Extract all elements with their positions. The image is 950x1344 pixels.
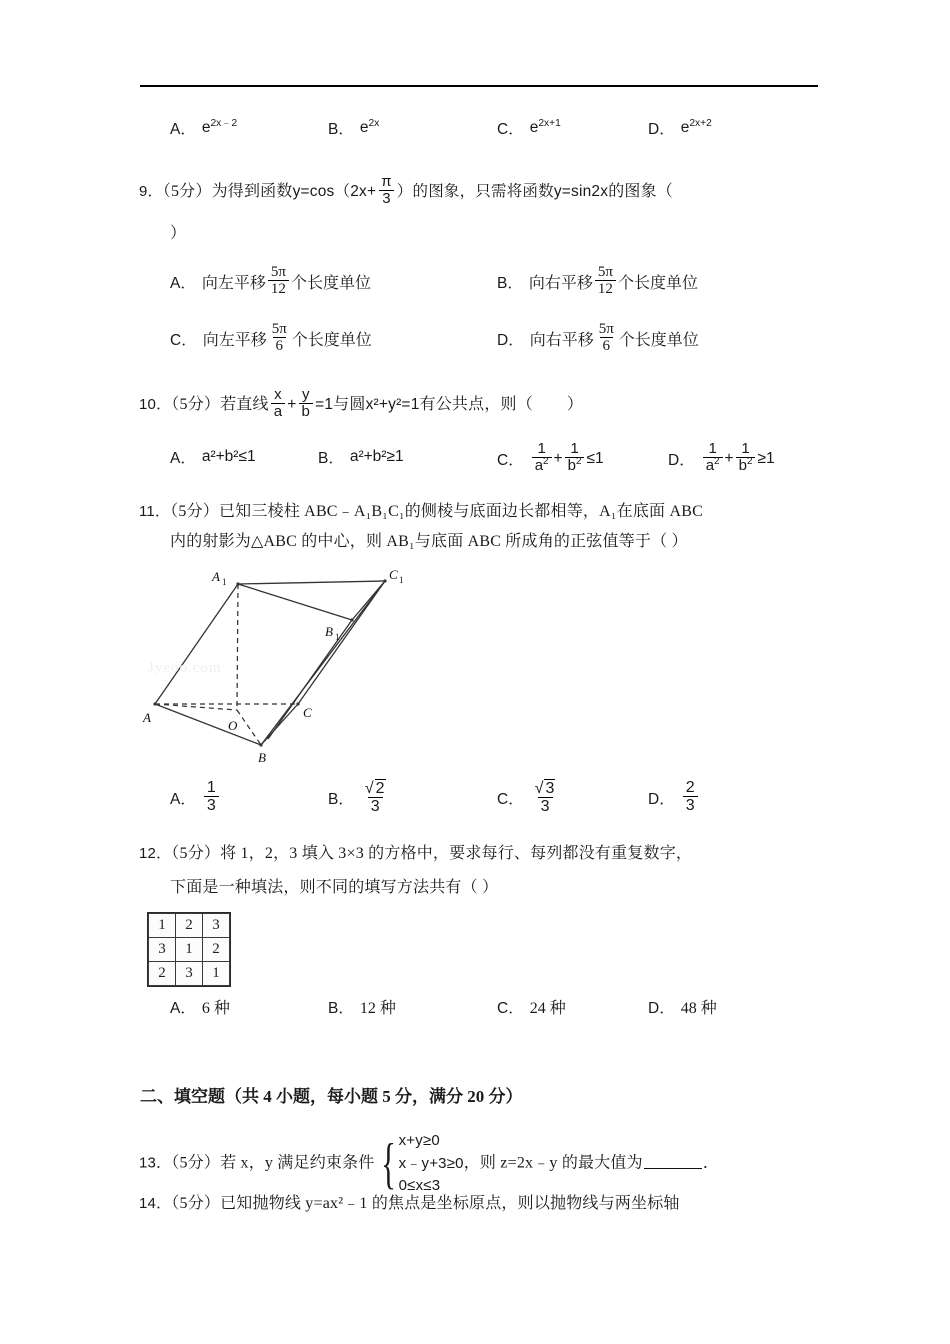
figure-label-a: A xyxy=(143,710,151,725)
question-11-stem-line-2: 内的射影为△ABC 的中心，则 AB₁与底面 ABC 所成角的正弦值等于（ ） xyxy=(170,533,688,550)
svg-text:1: 1 xyxy=(399,575,404,585)
q11-option-b[interactable] xyxy=(328,780,391,817)
figure-watermark: Jyeoo.com xyxy=(148,660,222,676)
question-10-line-equation: $\frac{x}{a}$ + $\frac{y}{b}$ =1 xyxy=(269,396,333,413)
q12-option-b[interactable] xyxy=(328,995,396,1018)
table-row xyxy=(149,914,230,938)
q12-option-c-text: 24 种 xyxy=(529,1000,566,1017)
left-brace: { xyxy=(380,1132,396,1195)
q8-option-a-label: A． xyxy=(170,121,196,138)
grid-cell: 1 xyxy=(176,938,203,962)
grid-cell: 2 xyxy=(176,914,203,938)
q8-option-c-expr: $e^{2x+1}$ xyxy=(529,117,561,136)
question-9-text-a: 为得到函数 xyxy=(211,182,293,200)
table-row xyxy=(149,962,230,986)
table-row xyxy=(149,938,230,962)
q8-option-a[interactable] xyxy=(170,117,237,139)
q9-option-a-direction: 向左平移 xyxy=(201,275,266,293)
q10-option-d[interactable] xyxy=(668,442,775,475)
q9-option-c-direction: 向左平移 xyxy=(202,332,267,350)
question-13-number: 13． xyxy=(139,1154,172,1172)
question-11-line1: 已知三棱柱 ABC﹣A₁B₁C₁的侧棱与底面边长都相等，A₁在底面 ABC xyxy=(218,503,703,520)
figure-label-c1: C xyxy=(389,567,398,582)
q11-option-c-label: C． xyxy=(497,791,524,809)
question-12-number: 12． xyxy=(139,845,172,862)
q9-option-b-unit: 个长度单位 xyxy=(617,275,698,293)
q12-option-d[interactable] xyxy=(648,995,717,1018)
question-12-stem-line-2: 下面是一种填法，则不同的填写方法共有（ ） xyxy=(170,879,499,896)
question-9-stem xyxy=(139,175,839,208)
q9-option-b-direction: 向右平移 xyxy=(528,275,593,293)
q12-option-b-text: 12 种 xyxy=(359,1000,396,1017)
question-10-circle-equation: x²+y²=1 xyxy=(365,395,420,413)
question-10-number: 10． xyxy=(139,395,172,413)
q10-option-a-expr: a²+b²≤1 xyxy=(201,448,256,465)
q12-option-c[interactable] xyxy=(497,995,566,1018)
sudoku-grid xyxy=(148,913,230,986)
q10-option-c-label: C． xyxy=(497,451,524,469)
q10-option-d-expr: $\frac{1}{a^2}$ + $\frac{1}{b^2}$ ≥1 xyxy=(701,442,775,475)
q11-option-c-expr: $\frac{√ 3}{3}$ xyxy=(534,780,555,816)
constraint-line-3: 0≤x≤3 xyxy=(398,1177,441,1194)
grid-cell: 3 xyxy=(203,914,230,938)
question-9-text-b: 的图象（ xyxy=(608,182,674,200)
question-9-function: y=sin2x xyxy=(553,182,609,200)
q11-option-b-expr: $\frac{√ 2}{3}$ xyxy=(364,780,385,816)
q12-option-d-text: 48 种 xyxy=(680,1000,717,1017)
q11-option-c[interactable] xyxy=(497,780,560,817)
question-9-points: （5分） xyxy=(162,182,212,200)
q12-option-d-label: D． xyxy=(648,999,675,1017)
question-13-text-a: 若 x，y 满足约束条件 xyxy=(220,1154,375,1172)
q10-option-b-expr: a²+b²≥1 xyxy=(349,448,404,465)
q9-option-c-unit: 个长度单位 xyxy=(291,332,372,350)
q8-option-c[interactable] xyxy=(497,117,561,139)
q8-option-b-label: B． xyxy=(328,121,354,138)
svg-text:1: 1 xyxy=(335,632,340,642)
question-11-points: （5分） xyxy=(170,503,219,520)
q12-option-a-label: A． xyxy=(170,999,196,1017)
question-13-stem xyxy=(139,1130,899,1198)
q9-options-row-1 xyxy=(0,265,950,299)
q11-option-d-expr: $\frac{2}{3}$ xyxy=(681,780,700,816)
q10-option-b-label: B． xyxy=(318,450,344,467)
question-14-stem xyxy=(139,1192,919,1216)
q8-option-d[interactable] xyxy=(648,117,712,139)
q8-option-b-expr: $e^{2x}$ xyxy=(359,117,380,136)
q8-option-d-label: D． xyxy=(648,121,675,138)
q10-option-a[interactable] xyxy=(170,446,256,468)
q10-options-row xyxy=(0,442,950,482)
grid-cell: 3 xyxy=(176,962,203,986)
q12-option-a[interactable] xyxy=(170,995,230,1018)
q8-option-a-expr: $e^{2x﹣2}$ xyxy=(201,117,238,136)
question-14-number: 14． xyxy=(139,1195,172,1212)
q9-options-row-2 xyxy=(0,322,950,356)
q11-option-a-expr: $\frac{1}{3}$ xyxy=(202,780,221,816)
q12-option-b-label: B． xyxy=(328,999,354,1017)
question-10-points: （5分） xyxy=(171,395,221,413)
question-10-text-c: 有公共点，则（ xyxy=(419,395,533,413)
q10-option-b[interactable] xyxy=(318,446,404,468)
q11-option-d-label: D． xyxy=(648,790,675,808)
q9-option-a-label: A． xyxy=(170,274,196,292)
question-9-number: 9． xyxy=(139,182,163,200)
q12-options-row xyxy=(0,995,950,1029)
question-10-text-b: 与圆 xyxy=(333,395,366,413)
q11-option-d[interactable] xyxy=(648,780,700,816)
q9-option-c-label: C． xyxy=(170,331,197,349)
q8-options-row xyxy=(0,117,950,151)
question-12-line1: 将 1，2，3 填入 3×3 的方格中，要求每行、每列都没有重复数字， xyxy=(220,845,693,862)
q12-option-a-text: 6 种 xyxy=(201,1000,230,1017)
question-10-text-a: 若直线 xyxy=(220,395,269,413)
constraint-line-2: x﹣y+3≥0 xyxy=(398,1154,464,1172)
figure-label-c: C xyxy=(303,705,312,720)
q10-option-c[interactable] xyxy=(497,442,604,475)
constraint-system xyxy=(375,1130,464,1198)
header-divider xyxy=(140,85,818,87)
q11-option-a[interactable] xyxy=(170,780,221,816)
question-11-stem-line-1 xyxy=(139,500,879,524)
question-9-close-paren: ） xyxy=(170,225,187,242)
grid-cell: 1 xyxy=(149,914,176,938)
figure-label-o: O xyxy=(228,718,238,733)
question-10-stem xyxy=(139,388,859,421)
q9-option-a[interactable]: A． 向左平移 $\frac{5\pi}{12}$ 个长度单位 xyxy=(170,264,371,298)
figure-label-b: B xyxy=(258,750,266,765)
question-12-stem-line-1 xyxy=(139,842,899,866)
q9-option-a-unit: 个长度单位 xyxy=(290,275,371,293)
grid-cell: 3 xyxy=(149,938,176,962)
question-13-points: （5分） xyxy=(171,1154,221,1172)
question-14-points: （5分） xyxy=(171,1195,221,1212)
q10-option-c-expr: $\frac{1}{a^2}$ + $\frac{1}{b^2}$ ≤1 xyxy=(530,442,604,475)
grid-cell: 1 xyxy=(203,962,230,986)
svg-text:1: 1 xyxy=(222,577,227,587)
q11-options-row xyxy=(0,780,950,824)
figure-label-b1: B xyxy=(325,624,333,639)
q9-option-d-label: D． xyxy=(497,331,524,349)
question-13-period: ． xyxy=(702,1154,720,1172)
question-11-number: 11． xyxy=(139,503,171,520)
question-14-text: 已知抛物线 y=ax²﹣1 的焦点是坐标原点，则以抛物线与两坐标轴 xyxy=(220,1195,680,1212)
answer-blank[interactable] xyxy=(644,1152,702,1169)
question-10-close-paren: ） xyxy=(566,395,584,413)
q9-option-b-label: B． xyxy=(497,274,523,292)
question-12-points: （5分） xyxy=(171,845,221,862)
constraint-line-1: x+y≥0 xyxy=(398,1132,440,1149)
figure-label-a1: A xyxy=(212,569,220,584)
question-9-formula: y=cos（2x+ $\frac{\pi}{3}$ ）的图象，只需将函数 xyxy=(292,173,554,208)
section-2-heading: 二、填空题（共 4 小题，每小题 5 分，满分 20 分） xyxy=(140,1087,523,1106)
q11-option-b-label: B． xyxy=(328,791,354,809)
q8-option-b[interactable] xyxy=(328,117,379,139)
q12-option-c-label: C． xyxy=(497,999,524,1017)
grid-cell: 2 xyxy=(149,962,176,986)
q9-option-d[interactable]: D． 向右平移 $\frac{5\pi}{6}$ 个长度单位 xyxy=(497,321,699,355)
q9-option-c[interactable]: C． 向左平移 $\frac{5\pi}{6}$ 个长度单位 xyxy=(170,321,372,355)
question-13-text-b: ，则 z=2x﹣y 的最大值为 xyxy=(463,1154,643,1172)
q10-option-d-label: D． xyxy=(668,451,695,469)
q9-option-b[interactable]: B． 向右平移 $\frac{5\pi}{12}$ 个长度单位 xyxy=(497,264,698,298)
q9-option-d-unit: 个长度单位 xyxy=(618,332,699,350)
q10-option-a-label: A． xyxy=(170,450,196,467)
q11-option-a-label: A． xyxy=(170,790,196,808)
q9-option-d-direction: 向右平移 xyxy=(529,332,594,350)
grid-cell: 2 xyxy=(203,938,230,962)
q8-option-c-label: C． xyxy=(497,121,524,138)
q8-option-d-expr: $e^{2x+2}$ xyxy=(680,117,712,136)
